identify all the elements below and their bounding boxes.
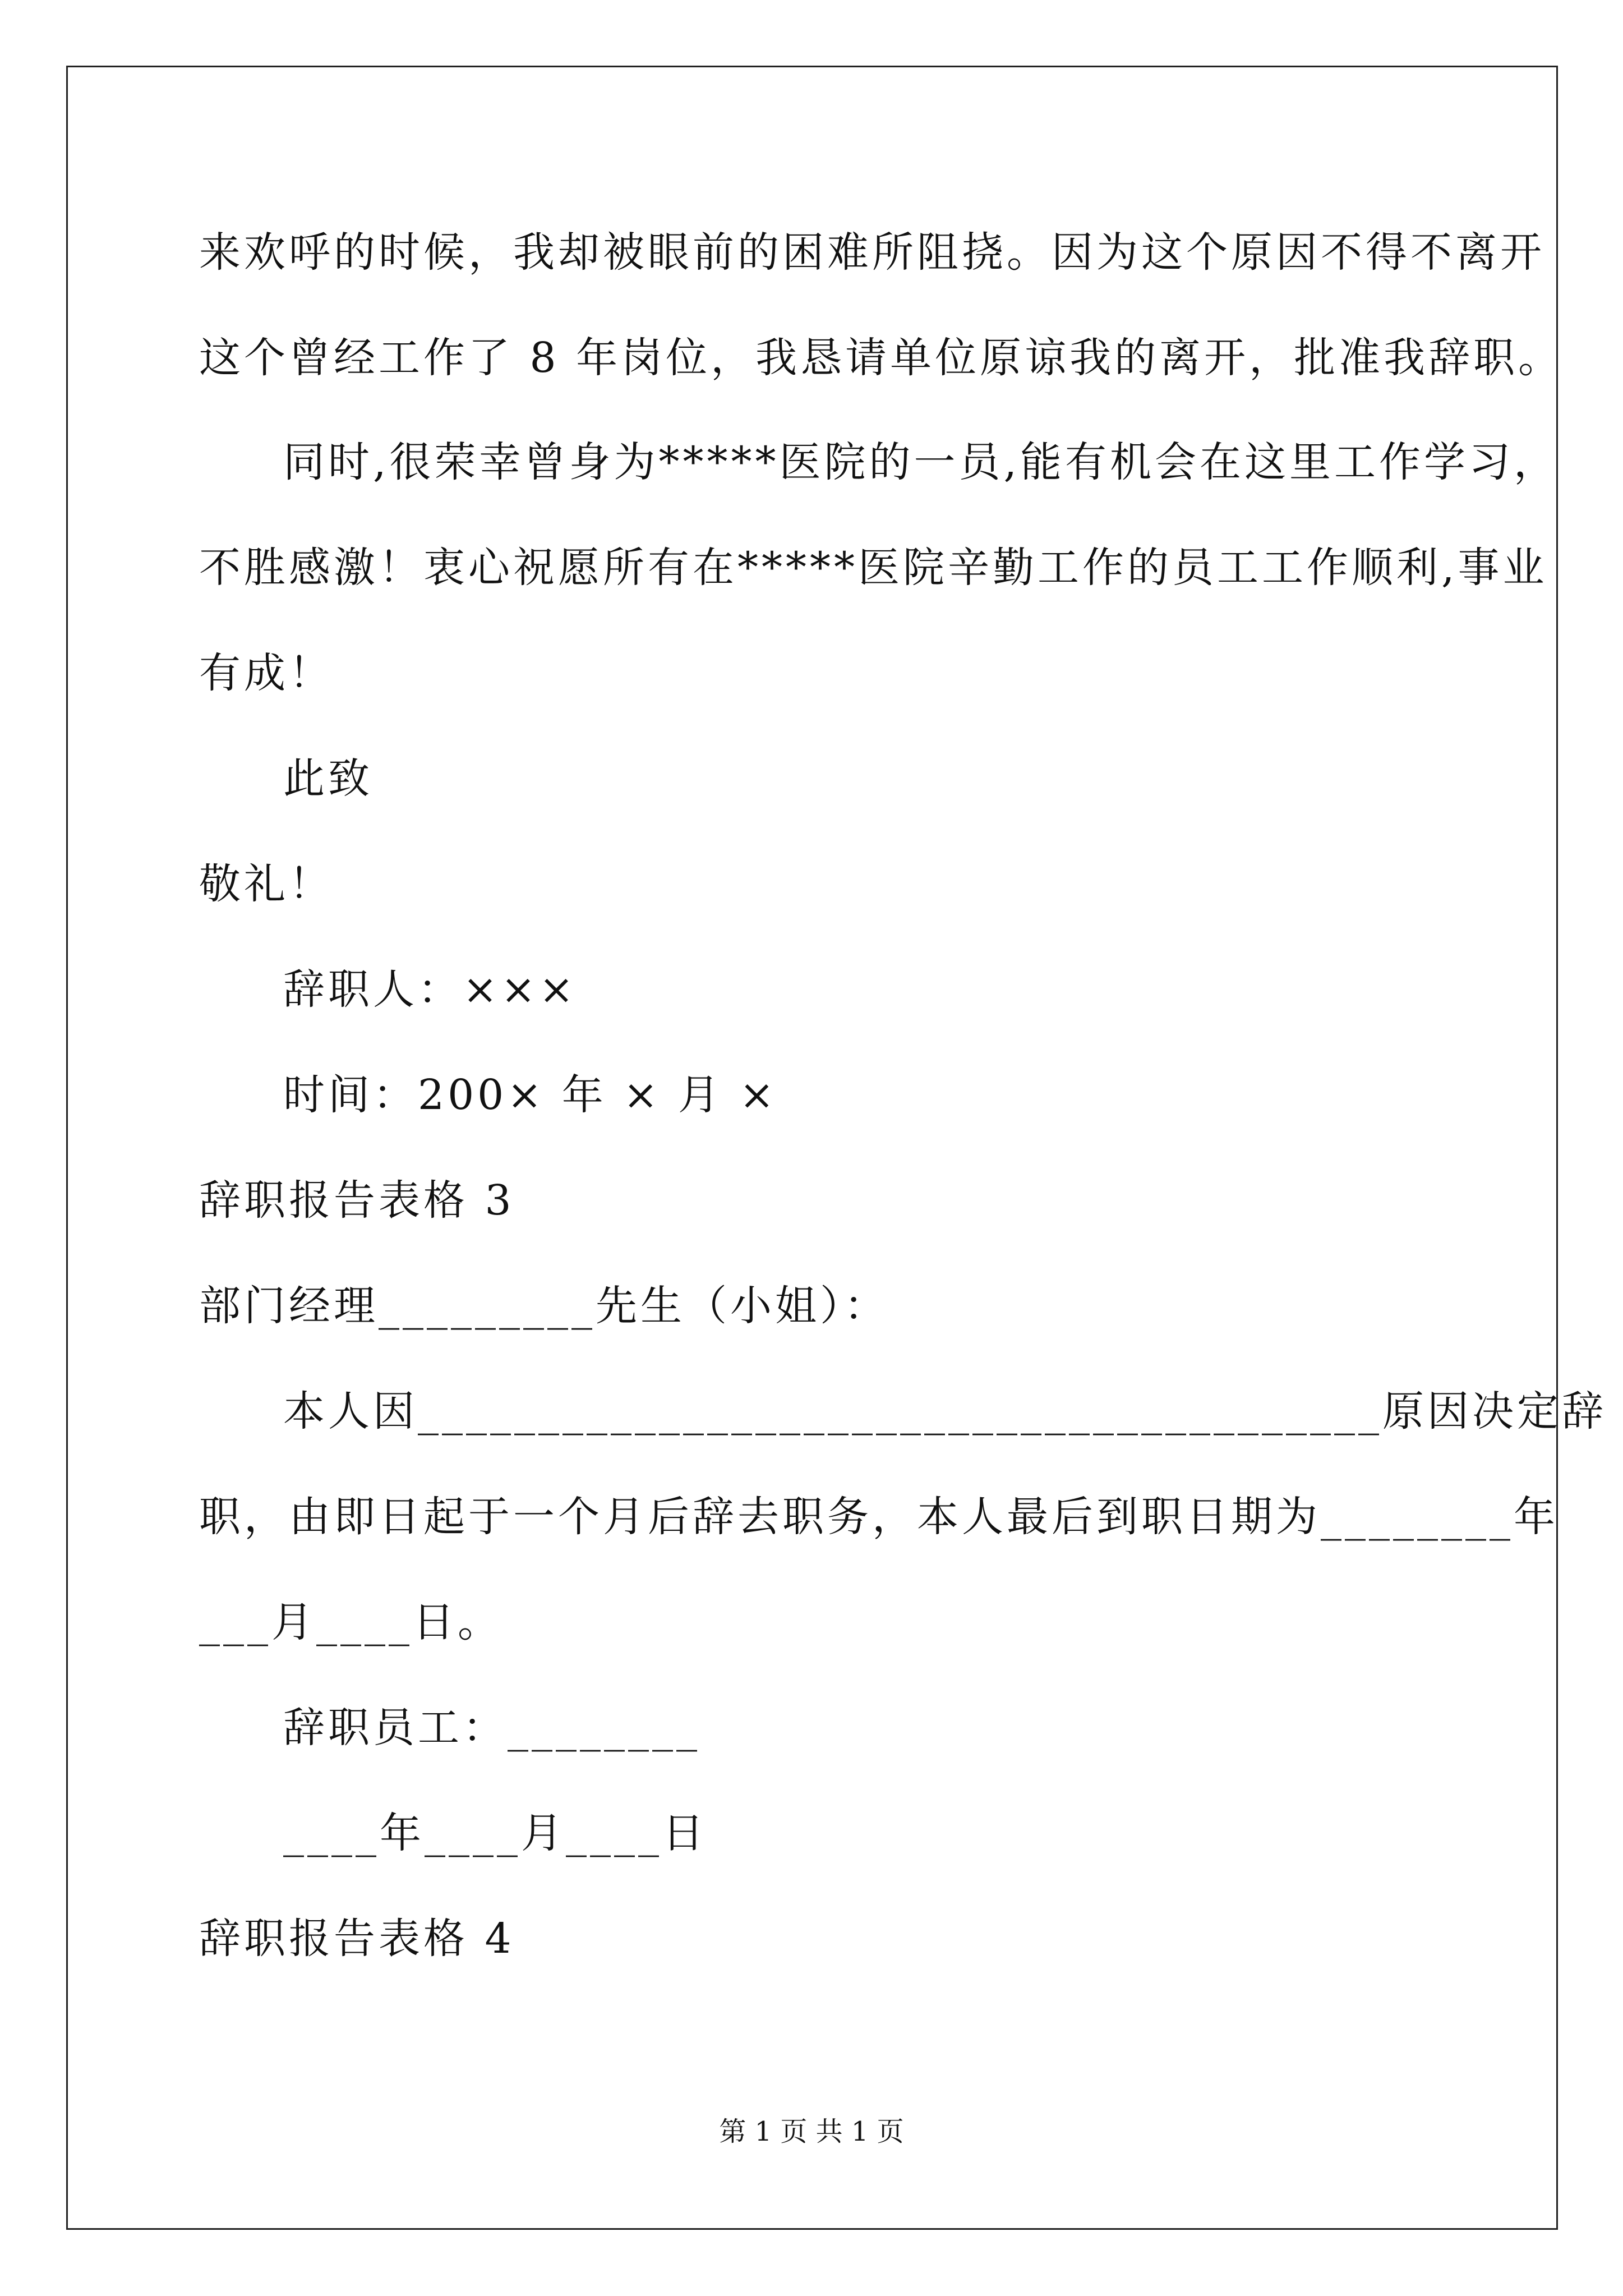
text-line: ___月____日。 — [199, 1598, 502, 1646]
text-line: 有成！ — [199, 649, 334, 697]
section-heading: 辞职报告表格 3 — [199, 1176, 515, 1225]
text-line: 本人因________________________________________原因决定辞 — [283, 1387, 1607, 1435]
salutation-line: 敬礼！ — [199, 860, 334, 908]
date-line: ____年____月____日 — [283, 1809, 707, 1857]
text-line: 这个曾经工作了 8 年岗位，我恳请单位原谅我的离开，批准我辞职。 — [199, 334, 1564, 382]
salutation-line: 此致 — [283, 754, 373, 803]
signer-line: 辞职员工：________ — [283, 1704, 700, 1752]
section-heading: 辞职报告表格 4 — [199, 1915, 515, 1963]
signer-line: 辞职人：××× — [283, 965, 578, 1014]
page-number: 第 1 页 共 1 页 — [719, 2116, 904, 2147]
date-line: 时间：200× 年 × 月 × — [283, 1071, 778, 1119]
text-line: 同时,很荣幸曾身为*****医院的一员,能有机会在这里工作学习， — [283, 438, 1559, 486]
addressee-line: 部门经理_________先生（小姐）： — [199, 1282, 889, 1330]
text-line: 不胜感激！衷心祝愿所有在*****医院辛勤工作的员工工作顺利,事业 — [199, 544, 1548, 592]
text-line: 职，由即日起于一个月后辞去职务，本人最后到职日期为________年 — [199, 1493, 1559, 1541]
page-frame — [66, 66, 1558, 2230]
text-line: 来欢呼的时候，我却被眼前的困难所阻挠。因为这个原因不得不离开 — [199, 228, 1545, 277]
